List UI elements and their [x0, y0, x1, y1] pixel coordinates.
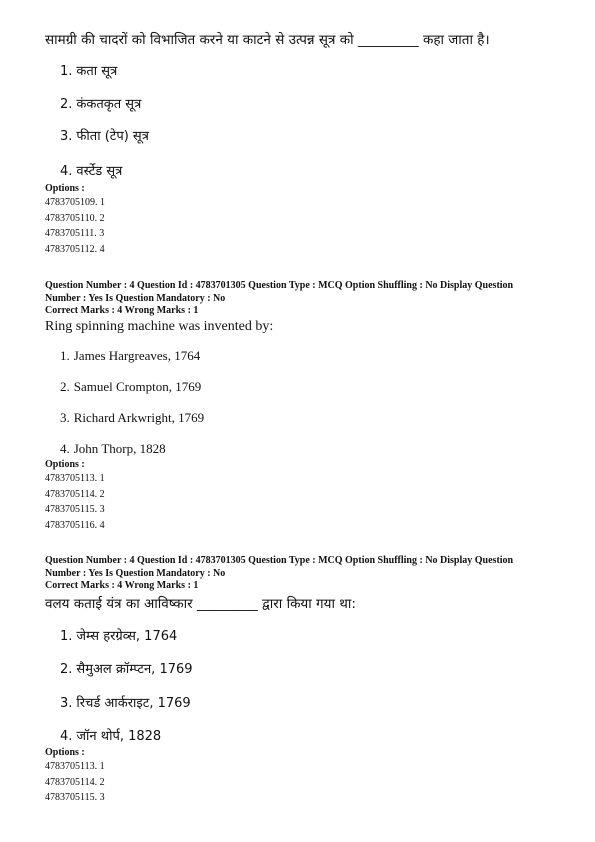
question-3-meta [45, 555, 555, 593]
option-4: 4. John Thorp, 1828 [60, 441, 166, 456]
question-1 [45, 31, 555, 49]
option-id: 4783705114. 2 [45, 776, 105, 788]
option-1: 1. जेम्स हरग्रेव्स, 1764 [60, 629, 178, 644]
question-3-text: वलय कताई यंत्र का आविष्कार _________ द्वारा किया गया था: [45, 596, 356, 612]
option-id: 4783705114. 2 [45, 488, 105, 500]
option-3: 3. Richard Arkwright, 1769 [60, 410, 205, 425]
option-3: 3. रिचर्ड आर्कराइट, 1769 [60, 696, 191, 711]
options-heading: Options : [45, 747, 85, 758]
option-id: 4783705115. 3 [45, 792, 105, 803]
options-heading: Options : [45, 183, 85, 194]
option-id: 4783705109. 1 [45, 197, 105, 208]
option-2: 2. कंकतकृत सूत्र [60, 97, 142, 112]
question-marks: Correct Marks : 4 Wrong Marks : 1 [45, 305, 199, 316]
question-meta-line: Number : Yes Is Question Mandatory : No [45, 292, 226, 304]
option-id: 4783705110. 2 [45, 212, 105, 224]
option-1: 1. James Hargreaves, 1764 [60, 348, 201, 363]
option-id: 4783705111. 3 [45, 228, 105, 239]
option-id: 4783705116. 4 [45, 519, 105, 531]
option-2: 2. सैमुअल क्रॉम्प्टन, 1769 [60, 662, 193, 677]
option-4: 4. जॉन थोर्प, 1828 [60, 729, 162, 744]
question-2-option-ids [45, 458, 555, 533]
option-id: 4783705115. 3 [45, 504, 105, 515]
option-3: 3. फीता (टेप) सूत्र [60, 129, 149, 144]
option-id: 4783705112. 4 [45, 243, 105, 255]
option-2: 2. Samuel Crompton, 1769 [60, 379, 202, 394]
option-4: 4. वर्स्टेड सूत्र [60, 164, 123, 179]
question-2-text: Ring spinning machine was invented by: [45, 319, 274, 334]
option-1: 1. कता सूत्र [60, 64, 118, 79]
question-1-option-ids [45, 182, 555, 257]
question-meta-line: Question Number : 4 Question Id : 4783701305 Question Type : MCQ Option Shuffling : No Display Question [45, 280, 514, 291]
question-3 [45, 595, 555, 613]
question-meta-line: Number : Yes Is Question Mandatory : No [45, 567, 226, 579]
option-id: 4783705113. 1 [45, 761, 105, 772]
question-3-option-ids [45, 746, 555, 806]
question-meta-line: Question Number : 4 Question Id : 4783701305 Question Type : MCQ Option Shuffling : No Display Question [45, 555, 514, 566]
question-2 [45, 318, 555, 336]
options-heading: Options : [45, 459, 85, 470]
question-2-meta [45, 280, 555, 318]
question-1-text: सामग्री की चादरों को विभाजित करने या काटने से उत्पन्न सूत्र को _________ कहा जाता है। [45, 32, 490, 48]
question-marks: Correct Marks : 4 Wrong Marks : 1 [45, 580, 199, 591]
option-id: 4783705113. 1 [45, 473, 105, 484]
